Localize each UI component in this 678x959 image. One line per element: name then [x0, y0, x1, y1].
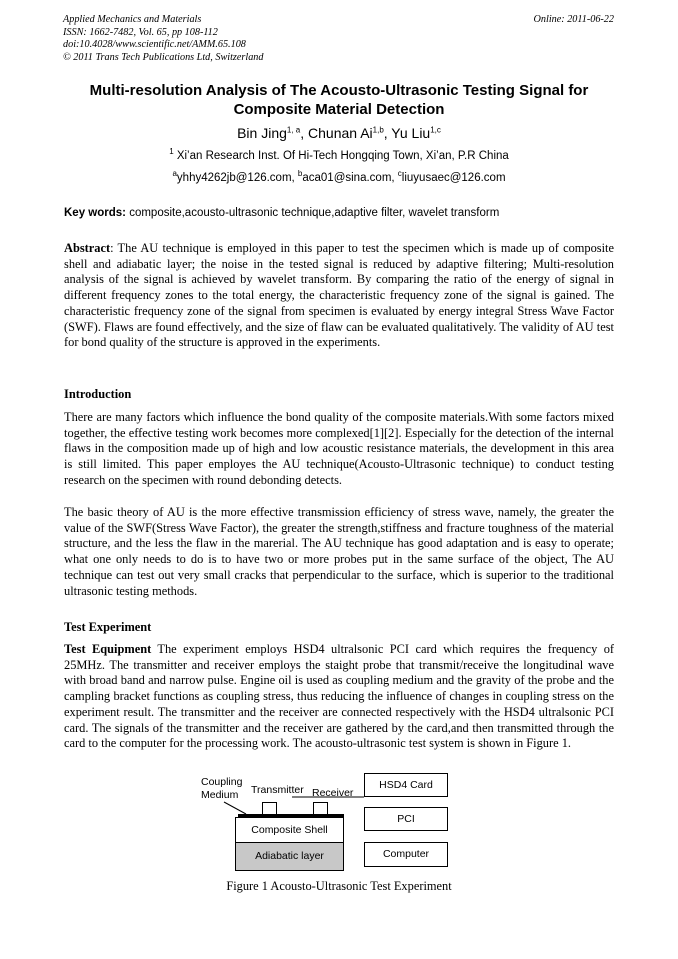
abstract-label: Abstract — [64, 241, 111, 255]
email-list — [0, 171, 678, 185]
figure-1-diagram — [196, 772, 486, 872]
introduction-paragraph-2: The basic theory of AU is the more effective transmission efficiency of stress wave, namely, the greater the value of the SWF(Stress Wave Factor), the greater the strength,stiffness and fracture toughness of the material structure, and the less the flaw in the marerial. The AU technique has good adaptation and is easy to operate; what one only needs to do is to have two or more probes put in the same surface of the object, The AU technique can test out very small cracks that perpendicular to the surface, which is superior to the traditional ultrasonic testing methods. — [64, 505, 614, 598]
email-a: yhhy4262jb@126.com, — [176, 172, 298, 184]
author-1-affil: 1, a — [286, 125, 301, 135]
figure-1-caption: Figure 1 Acousto-Ultrasonic Test Experiment — [226, 879, 452, 893]
pci-box: PCI — [364, 807, 448, 831]
author-separator: , — [300, 125, 309, 141]
test-equipment-text: The experiment employs HSD4 ultralsonic PCI card which requires the frequency of 25MHz. The transmitter and receiver employs the staight probe that transmit/receive the longitudinal wave with broad band and narrow pulse. Engine oil is used as coupling medium and the gravity of the probe and the campling bracket functions as coupling stress, thus reducing the influence of changes in coupling stress on the experiment result. The transmitter and the receiver are connected respectively with the HSD4 ultralsonic PCI card. The signals of the transmitter and the receiver are gathered by the card,and then transmitted through the card to the computer for the processing work. The acousto-ultrasonic test system is shown in Figure 1. — [64, 642, 615, 751]
copyright-line: © 2011 Trans Tech Publications Ltd, Switzerland — [63, 51, 264, 63]
email-c: liuyusaec@126.com — [401, 172, 506, 184]
email-marker-a: a — [172, 169, 177, 179]
author-1: Bin Jing — [237, 125, 287, 141]
issn-line: ISSN: 1662-7482, Vol. 65, pp 108-112 — [63, 26, 218, 38]
composite-shell-box: Composite Shell — [235, 817, 344, 843]
subsection-heading-test-equipment: Test Equipment — [64, 642, 152, 656]
keywords-label: Key words: — [64, 207, 126, 219]
author-2-affil: 1,b — [372, 125, 384, 135]
author-separator: , — [383, 125, 392, 141]
affiliation-marker: 1 — [169, 147, 174, 157]
keywords — [64, 206, 499, 220]
author-3: Yu Liu — [391, 125, 431, 141]
doi-line: doi:10.4028/www.scientific.net/AMM.65.108 — [63, 39, 246, 50]
paper-title — [50, 81, 628, 119]
author-2: Chunan Ai — [308, 125, 373, 141]
abstract-text: : The AU technique is employed in this paper to test the specimen which is made up of composite shell and adiabatic layer; the noise in the tested signal is reduced by adaptive filtering; Multi-resolution analysis of the signal is achieved by wavelet transform. By comparing the ratio of the energy of signal in different frequency zones to the total energy, the characteristic frequency zone of the signal is gained. The characteristic frequency zone of the signal from specimen is evaluated by energy integral Stress Wave Factor (SWF). Flaws are found effectively, and the size of flaw can be evaluated qualitatively. The validity of AU test for bond quality of the structure is approved in the experiments. — [64, 241, 614, 350]
running-header — [63, 14, 263, 64]
author-3-affil: 1,c — [430, 125, 441, 135]
label-coupling: Coupling — [201, 776, 243, 788]
online-date: Online: 2011-06-22 — [533, 14, 614, 25]
title-line-2: Composite Material Detection — [233, 101, 445, 118]
journal-name: Applied Mechanics and Materials — [63, 14, 202, 25]
label-receiver: Receiver — [312, 787, 354, 799]
affiliation-text: Xi’an Research Inst. Of Hi-Tech Hongqing Town, Xi’an, P.R China — [173, 150, 509, 162]
email-marker-c: c — [397, 169, 402, 179]
email-b: aca01@sina.com, — [302, 172, 398, 184]
adiabatic-layer-box: Adiabatic layer — [235, 842, 344, 871]
label-transmitter: Transmitter — [251, 784, 304, 796]
computer-box: Computer — [364, 842, 448, 867]
email-marker-b: b — [297, 169, 303, 179]
affiliation — [0, 149, 678, 163]
keywords-text: composite,acousto-ultrasonic technique,adaptive filter, wavelet transform — [126, 207, 500, 219]
test-equipment-paragraph — [64, 642, 614, 752]
hsd4-card-box: HSD4 Card — [364, 773, 448, 797]
abstract — [64, 241, 614, 351]
label-medium: Medium — [201, 789, 239, 801]
section-heading-test-experiment: Test Experiment — [64, 620, 152, 634]
coupling-pointer-line — [224, 802, 246, 814]
section-heading-introduction: Introduction — [64, 387, 132, 401]
introduction-paragraph-1: There are many factors which influence the bond quality of the composite materials.With some factors mixed together, the effective testing work becomes more complexed[1][2]. Especially for the detection of the internal flaws in the composition made up of high and low acoustic resistance materials, the development in this area is still limited. This paper employes the AU technique(Acousto-Ultrasonic technique) to conduct testing research on the specimen with round debonding detects. — [64, 410, 614, 487]
title-line-1: Multi-resolution Analysis of The Acousto-Ultrasonic Testing Signal for — [89, 82, 589, 99]
author-list — [0, 124, 678, 142]
